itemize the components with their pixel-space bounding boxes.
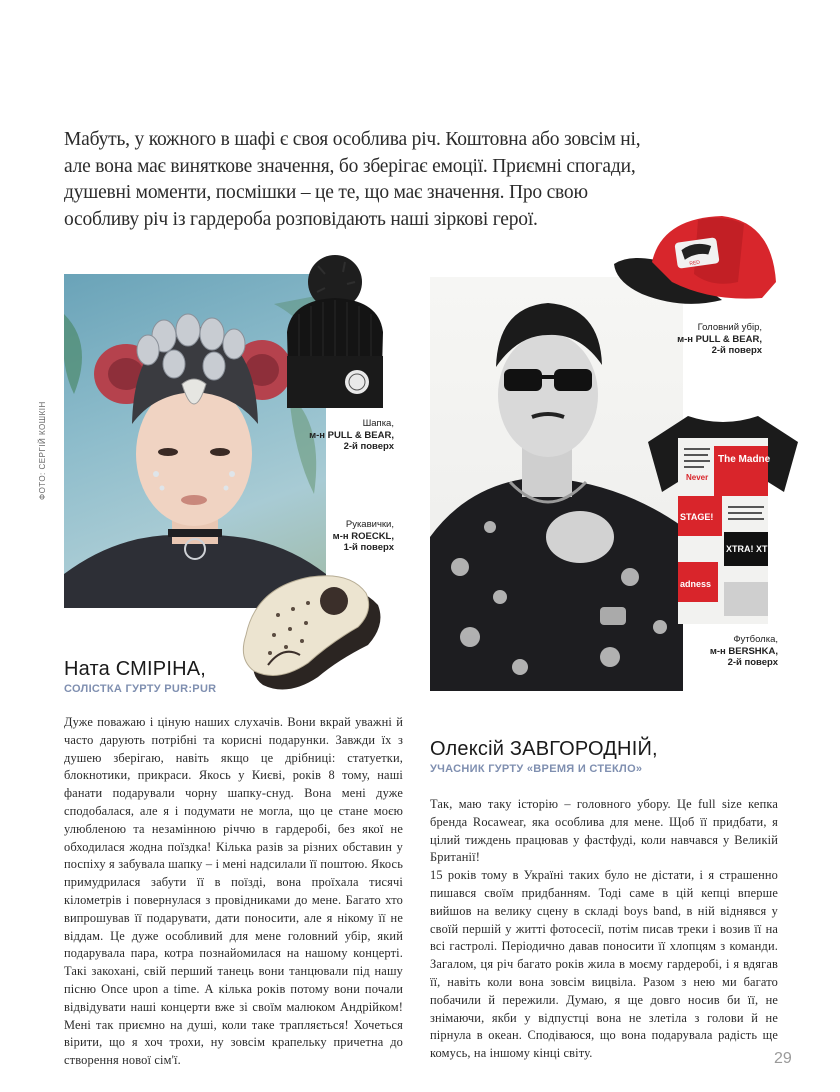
portrait-illustration: [430, 277, 683, 691]
tshirt-image: [648, 412, 798, 627]
photo-credit: ФОТО: СЕРГІЙ КОШКІН: [38, 401, 47, 500]
right-person-role: УЧАСНИК ГУРТУ «ВРЕМЯ И СТЕКЛО»: [430, 763, 643, 775]
gloves-caption: Рукавички, м-н ROECKL, 1-й поверх: [332, 519, 394, 553]
page-number: 29: [774, 1050, 792, 1067]
beanie-caption: Шапка, м-н PULL & BEAR, 2-й поверх: [309, 418, 394, 452]
tshirt-text-adness: adness: [680, 579, 712, 589]
left-person-role: СОЛІСТКА ГУРТУ PUR:PUR: [64, 683, 217, 695]
cap-patch-text: RED: [689, 259, 701, 268]
tshirt-text-never: Never: [686, 473, 709, 482]
cap-caption: Головний убір, м-н PULL & BEAR, 2-й поверх: [677, 322, 762, 356]
tshirt-text-xtra: XTRA! XTRA: [726, 544, 781, 554]
left-person-name: Ната СМІРІНА,: [64, 658, 207, 680]
tshirt-text-madness: The Madne: [718, 454, 771, 465]
right-story: Так, маю таку історію – головного убору. Це full size кепка бренда Rocawear, яка особлива для мене. Щоб її придбати, я цілий тиждень працював у фастфуді, коли навчався у Великій Британії! 15 років тому в Україні таких було не дістати, і я страшенно пишався своїм придбанням. Тоді саме в цій кепці вперше вийшов на велику сцену в складі boys band, в ній віднявся у своїй першій у житті фотосесії, потім писав треки і возив її на всі гастролі. Періодично давав поносити її хлопцям з команди. Загалом, ця річ багато років жила в моєму гардеробі, і я вдягав її, навіть коли вона зовсім вицвіла. Разом з нею ми багато побачили й пережили. Думаю, я ще довго носив би її, не знімаючи, якби у відпустці вона не злетіла з голови й не пірнула в океан. Сподіваюся, що вона подарувала радість ще комусь, на іншому кінці світу.: [430, 797, 778, 1061]
gloves-image: [238, 565, 388, 700]
tshirt-caption: Футболка, м-н BERSHKA, 2-й поверх: [709, 634, 778, 668]
beanie-image: [273, 252, 393, 412]
right-person-name: Олексій ЗАВГОРОДНІЙ,: [430, 738, 658, 760]
intro-text: Мабуть, у кожного в шафі є своя особлива річ. Коштовна або зовсім ні, але вона має виняткове значення, бо зберігає емоції. Приємні спогади, душевні моменти, посмішки – це те, що має значення. Про свою особливу річ із гардероба розповідають наші зіркові герої.: [64, 129, 641, 230]
cap-image: [612, 212, 777, 312]
tshirt-text-stage: STAGE!: [680, 512, 714, 522]
oleksiy-zavgorodniy-photo: [430, 277, 683, 691]
left-story: Дуже поважаю і ціную наших слухачів. Вони вкрай уважні й часто дарують потрібні та корисні подарунки. Завжди їх з душею зберігаю, навіть якщо це дрібниці: статуетки, блокнотики, прикраси. Якось у Києві, років 8 тому, наші фанати подарували чорну шапку-снуд. Вона мені дуже сподобалася, але я і подумати не могла, що це стане моєю улюбленою та незамінною річчю в гардеробі, без якої не обходилася жодна поїздка! Кілька разів за різних обставин у поспіху я забувала шапку – і мені надсилали її поштою. Якось примудрилася забути її в поїзді, вона проїхала тисячі кілометрів і повернулася з провідниками до мене. Багато хто випрошував її подарувати, дати поносити, але я нікому її не віддам. Це дуже особливий для мене головний убір, який подарувала пара, котра познайомилася на нашому концерті. Такі закохані, свій перший танець вони танцювали під нашу пісню Once upon a time. А кілька років потому вони почали відвідувати наші концерти вже зі своїм малюком Андрійком! Мені так приємно на душі, коли таке трапляється! Хочеться вірити, що я хоч трохи, ну зовсім крапельку причетна до створення нової сім'ї.: [64, 715, 403, 1068]
